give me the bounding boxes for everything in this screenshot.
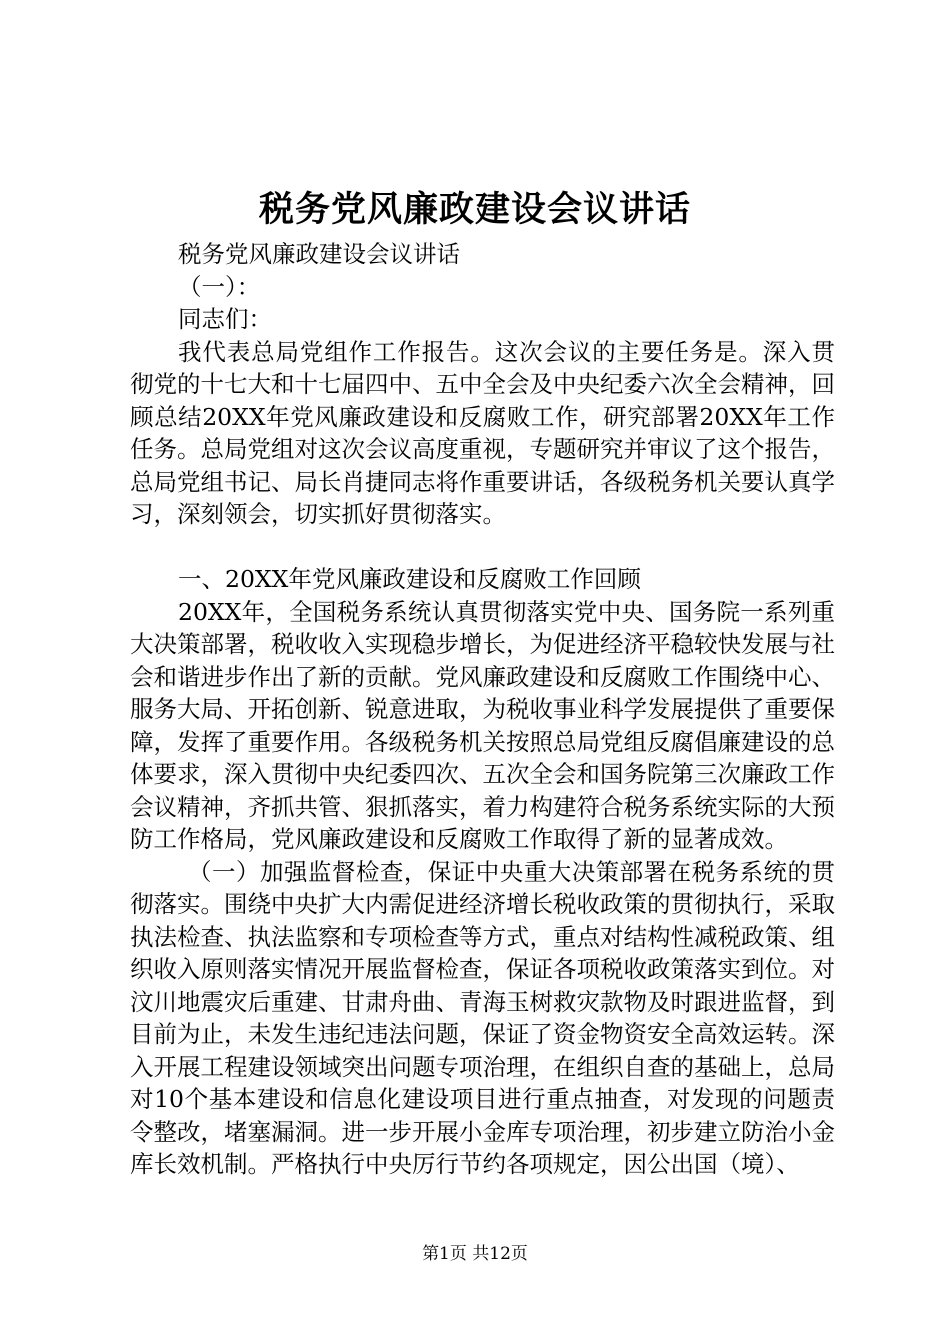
document-title: 税务党风廉政建设会议讲话 [258,189,691,230]
document-body [130,238,835,1181]
page-footer: 第1页 共12页 [422,1244,528,1264]
paragraph-3: （一）加强监督检查，保证中央重大决策部署在税务系统的贯彻落实。围绕中央扩大内需促进经济增长税收政策的贯彻执行，采取执法检查、执法监察和专项检查等方式，重点对结构性减税政策、组织收入原则落实情况开展监督检查，保证各项税收政策落实到位。对汶川地震灾后重建、甘肃舟曲、青海玉树救灾款物及时跟进监督，到目前为止，未发生违纪违法问题，保证了资金物资安全高效运转。深入开展工程建设领域突出问题专项治理，在组织自查的基础上，总局对10个基本建设和信息化建设项目进行重点抽查，对发现的问题责令整改，堵塞漏洞。进一步开展小金库专项治理，初步建立防治小金库长效机制。严格执行中央厉行节约各项规定，因公出国（境）、 [130,857,835,1178]
paragraph-gap [130,531,835,564]
paragraph-1: 我代表总局党组作工作报告。这次会议的主要任务是。深入贯彻党的十七大和十七届四中、五中全会及中央纪委六次全会精神，回顾总结20XX年党风廉政建设和反腐败工作，研究部署20XX年工作任务。总局党组对这次会议高度重视，专题研究并审议了这个报告，总局党组书记、局长肖捷同志将作重要讲话，各级税务机关要认真学习，深刻领会，切实抓好贯彻落实。 [130,337,835,528]
salutation: 同志们： [178,305,272,333]
subtitle: 税务党风廉政建设会议讲话 [178,240,460,268]
paragraph-2: 20XX年，全国税务系统认真贯彻落实党中央、国务院一系列重大决策部署，税收收入实现稳步增长，为促进经济平稳较快发展与社会和谐进步作出了新的贡献。党风廉政建设和反腐败工作围绕中心、服务大局、开拓创新、锐意进取，为税收事业科学发展提供了重要保障，发挥了重要作用。各级税务机关按照总局党组反腐倡廉建设的总体要求，深入贯彻中央纪委四次、五次全会和国务院第三次廉政工作会议精神，齐抓共管、狠抓落实，着力构建符合税务系统实际的大预防工作格局，党风廉政建设和反腐败工作取得了新的显著成效。 [130,597,835,853]
section-marker: （一）： [178,272,261,301]
heading-1: 一、20XX年党风廉政建设和反腐败工作回顾 [178,565,641,593]
